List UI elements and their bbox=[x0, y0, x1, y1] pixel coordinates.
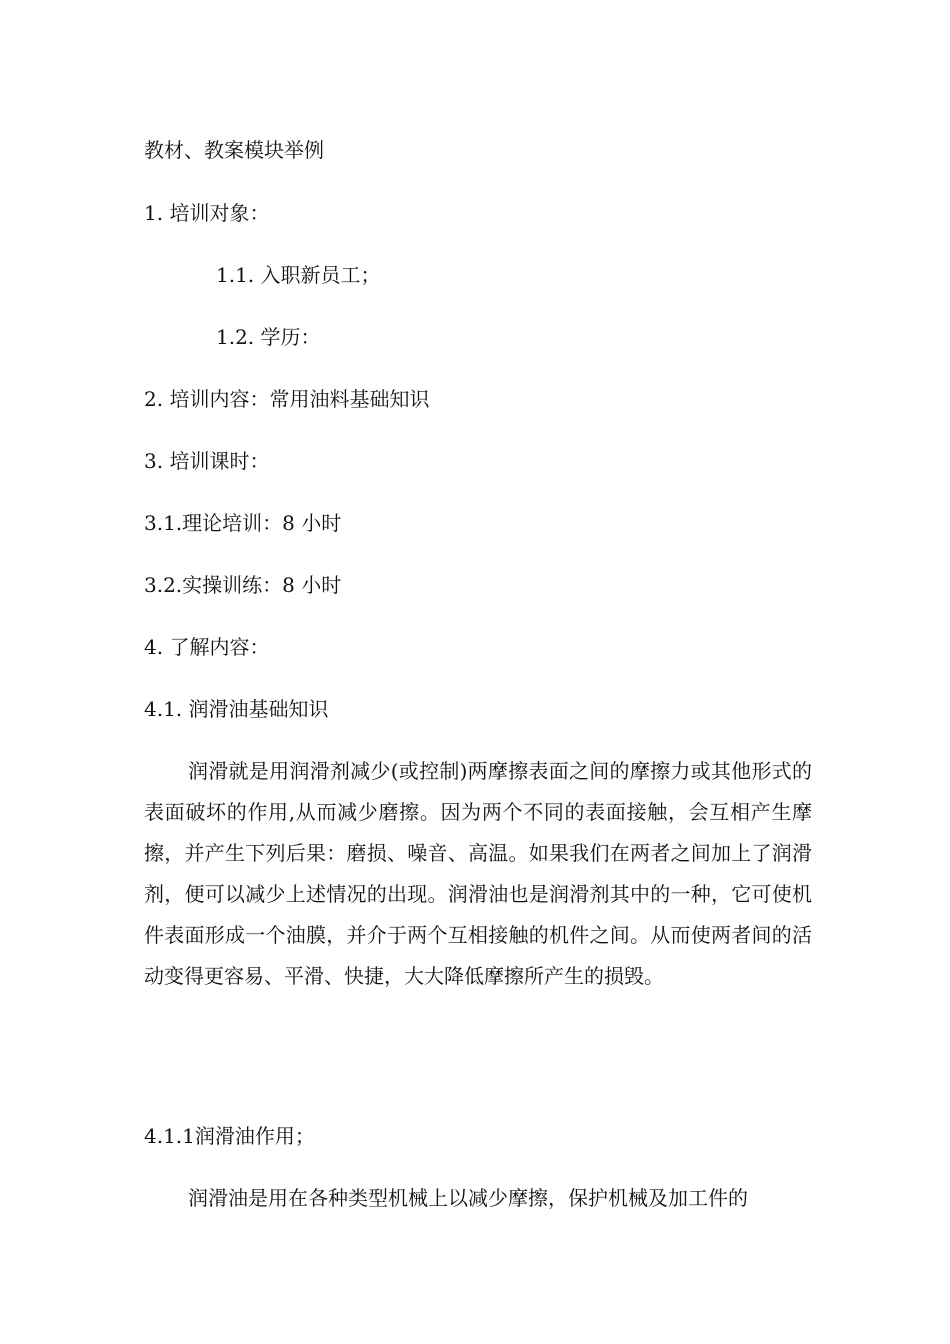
section-3-2-item: 3.2.实操训练：8 小时 bbox=[144, 573, 342, 597]
section-1-heading: 1. 培训对象： bbox=[144, 201, 270, 225]
section-2-heading: 2. 培训内容：常用油料基础知识 bbox=[144, 387, 430, 411]
section-4-1-heading: 4.1. 润滑油基础知识 bbox=[144, 697, 329, 721]
document-title: 教材、教案模块举例 bbox=[144, 138, 324, 162]
section-1-2-item: 1.2. 学历： bbox=[216, 325, 321, 349]
section-1-1-item: 1.1. 入职新员工； bbox=[216, 263, 381, 287]
section-3-1-item: 3.1.理论培训：8 小时 bbox=[144, 511, 342, 535]
section-3-heading: 3. 培训课时： bbox=[144, 449, 270, 473]
section-4-heading: 4. 了解内容： bbox=[144, 635, 270, 659]
lubrication-paragraph: 润滑就是用润滑剂减少(或控制)两摩擦表面之间的摩擦力或其他形式的表面破坏的作用,从而减少磨擦。因为两个不同的表面接触，会互相产生摩擦，并产生下列后果：磨损、噪音、高温。如果我们在两者之间加上了润滑剂，便可以减少上述情况的出现。润滑油也是润滑剂其中的一种，它可使机件表面形成一个油膜，并介于两个互相接触的机件之间。从而使两者间的活动变得更容易、平滑、快捷，大大降低摩擦所产生的损毁。 bbox=[144, 759, 812, 988]
section-4-1-1-heading: 4.1.1润滑油作用； bbox=[144, 1124, 315, 1148]
lubricating-oil-paragraph: 润滑油是用在各种类型机械上以减少摩擦，保护机械及加工件的 bbox=[188, 1186, 748, 1210]
